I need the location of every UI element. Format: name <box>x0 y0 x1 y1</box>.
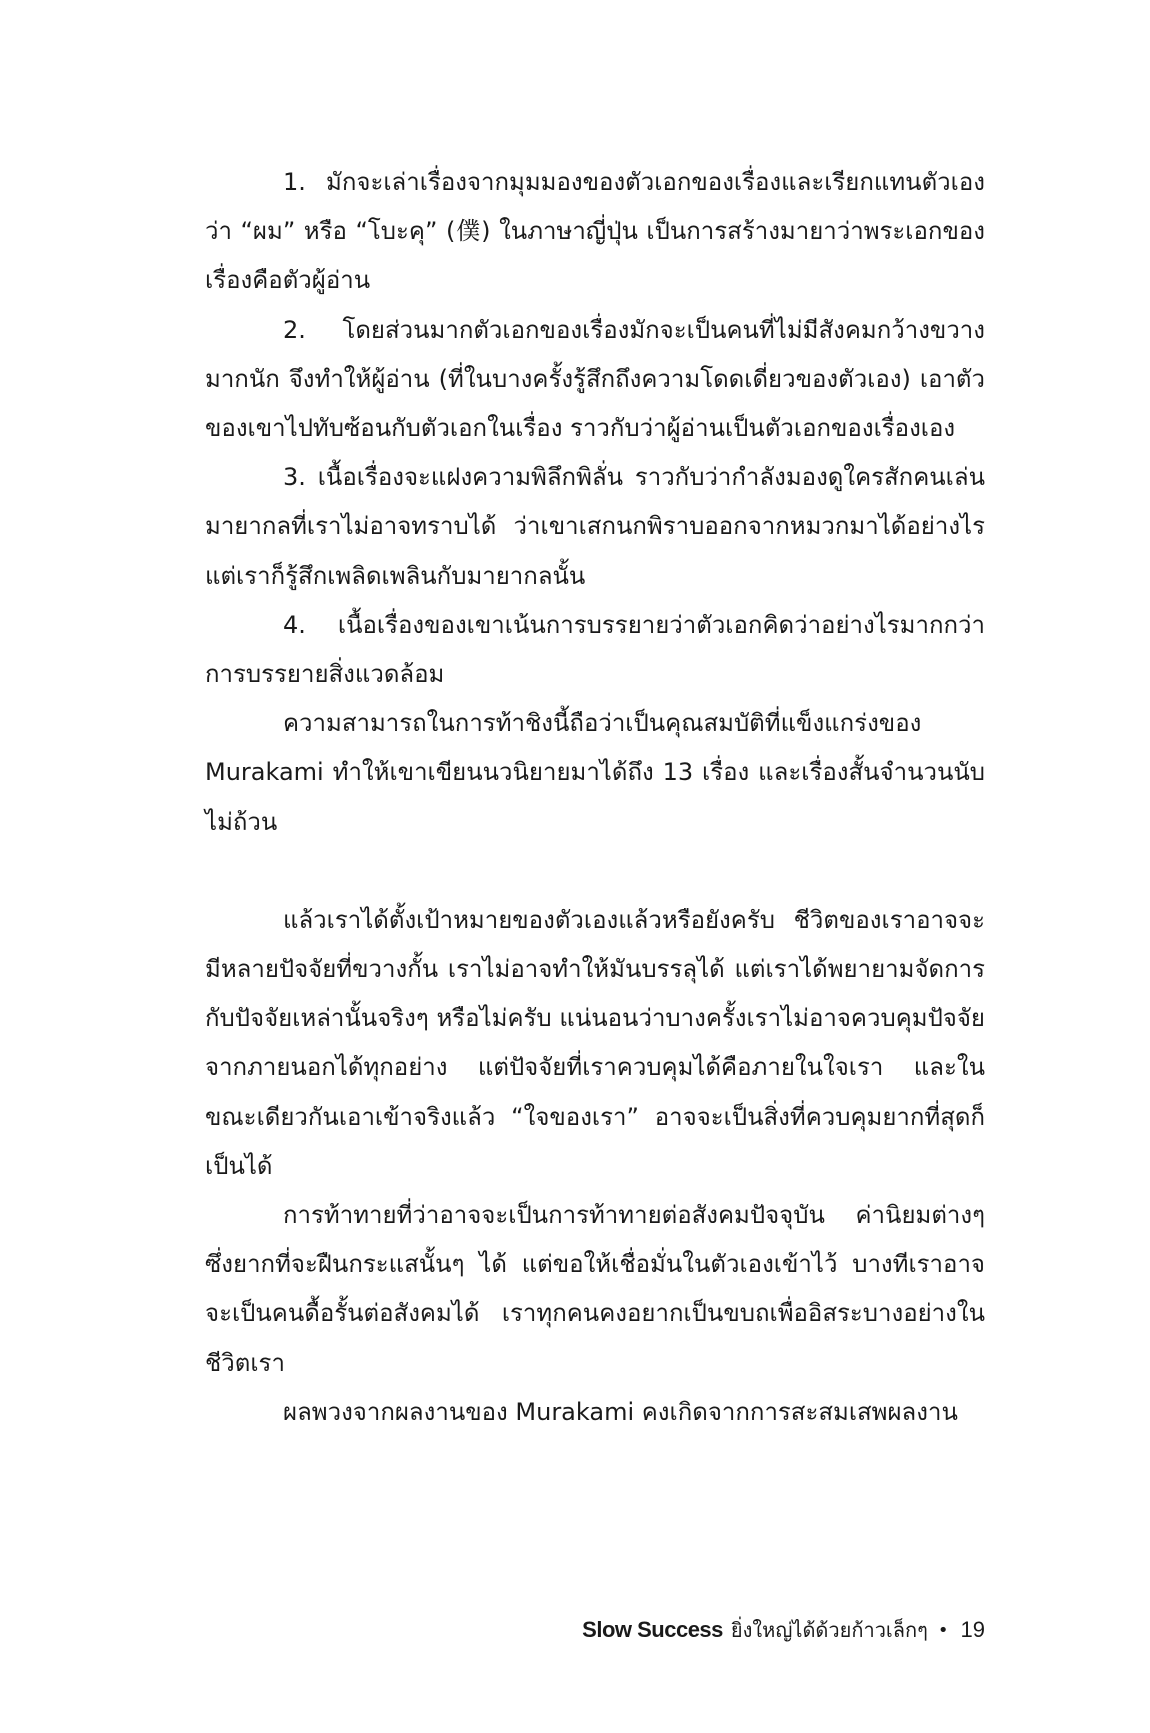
footer-book-title-th: ยิ่งใหญ่ได้ด้วยก้าวเล็กๆ <box>730 1618 928 1642</box>
paragraph-summary: ความสามารถในการท้าชิงนี้ถือว่าเป็นคุณสมบัติที่แข็งแกร่งของ Murakami ทำให้เขาเขียนนวนิยายมาได้ถึง 13 เรื่อง และเรื่องสั้นจำนวนนับไม่ถ้วน <box>205 709 985 836</box>
footer-book-title-en: Slow Success <box>582 1617 723 1642</box>
paragraph-closing: ผลพวงจากผลงานของ Murakami คงเกิดจากการสะสมเสพผลงาน <box>283 1397 958 1426</box>
section-gap <box>205 847 985 896</box>
paragraph-point-3: 3. เนื้อเรื่องจะแฝงความพิลึกพิลั่น ราวกับว่ากำลังมองดูใครสักคนเล่นมายากลที่เราไม่อาจทราบได้ ว่าเขาเสกนกพิราบออกจากหมวกมาได้อย่างไร แต่เราก็รู้สึกเพลิดเพลินกับมายากลนั้น <box>205 463 985 590</box>
page-footer <box>560 1610 985 1650</box>
paragraph-point-1: 1. มักจะเล่าเรื่องจากมุมมองของตัวเอกของเรื่องและเรียกแทนตัวเองว่า “ผม” หรือ “โบะคุ” (僕) ในภาษาญี่ปุ่น เป็นการสร้างมายาว่าพระเอกของเรื่องคือตัวผู้อ่าน <box>205 168 985 295</box>
paragraph-point-2: 2. โดยส่วนมากตัวเอกของเรื่องมักจะเป็นคนที่ไม่มีสังคมกว้างขวางมากนัก จึงทำให้ผู้อ่าน (ที่ในบางครั้งรู้สึกถึงความโดดเดี่ยวของตัวเอง) เอาตัวของเขาไปทับซ้อนกับตัวเอกในเรื่อง ราวกับว่าผู้อ่านเป็นตัวเอกของเรื่องเอง <box>205 315 985 443</box>
footer-bullet: • <box>937 1619 949 1641</box>
paragraph-challenge: การท้าทายที่ว่าอาจจะเป็นการท้าทายต่อสังคมปัจจุบัน ค่านิยมต่างๆ ซึ่งยากที่จะฝืนกระแสนั้นๆ ได้ แต่ขอให้เชื่อมั่นในตัวเองเข้าไว้ บางทีเราอาจจะเป็นคนดื้อรั้นต่อสังคมได้ เราทุกคนคงอยากเป็นขบถเพื่ออิสระบางอย่างในชีวิตเรา <box>205 1201 985 1377</box>
page-number: 19 <box>960 1617 985 1642</box>
paragraph-point-4: 4. เนื้อเรื่องของเขาเน้นการบรรยายว่าตัวเอกคิดว่าอย่างไรมากกว่าการบรรยายสิ่งแวดล้อม <box>205 610 985 689</box>
body-text <box>205 158 985 1437</box>
paragraph-goals: แล้วเราได้ตั้งเป้าหมายของตัวเองแล้วหรือยังครับ ชีวิตของเราอาจจะมีหลายปัจจัยที่ขวางกั้น เราไม่อาจทำให้มันบรรลุได้ แต่เราได้พยายามจัดการกับปัจจัยเหล่านั้นจริงๆ หรือไม่ครับ แน่นอนว่าบางครั้งเราไม่อาจควบคุมปัจจัยจากภายนอกได้ทุกอย่าง แต่ปัจจัยที่เราควบคุมได้คือภายในใจเรา และในขณะเดียวกันเอาเข้าจริงแล้ว “ใจของเรา” อาจจะเป็นสิ่งที่ควบคุมยากที่สุดก็เป็นได้ <box>205 905 985 1180</box>
